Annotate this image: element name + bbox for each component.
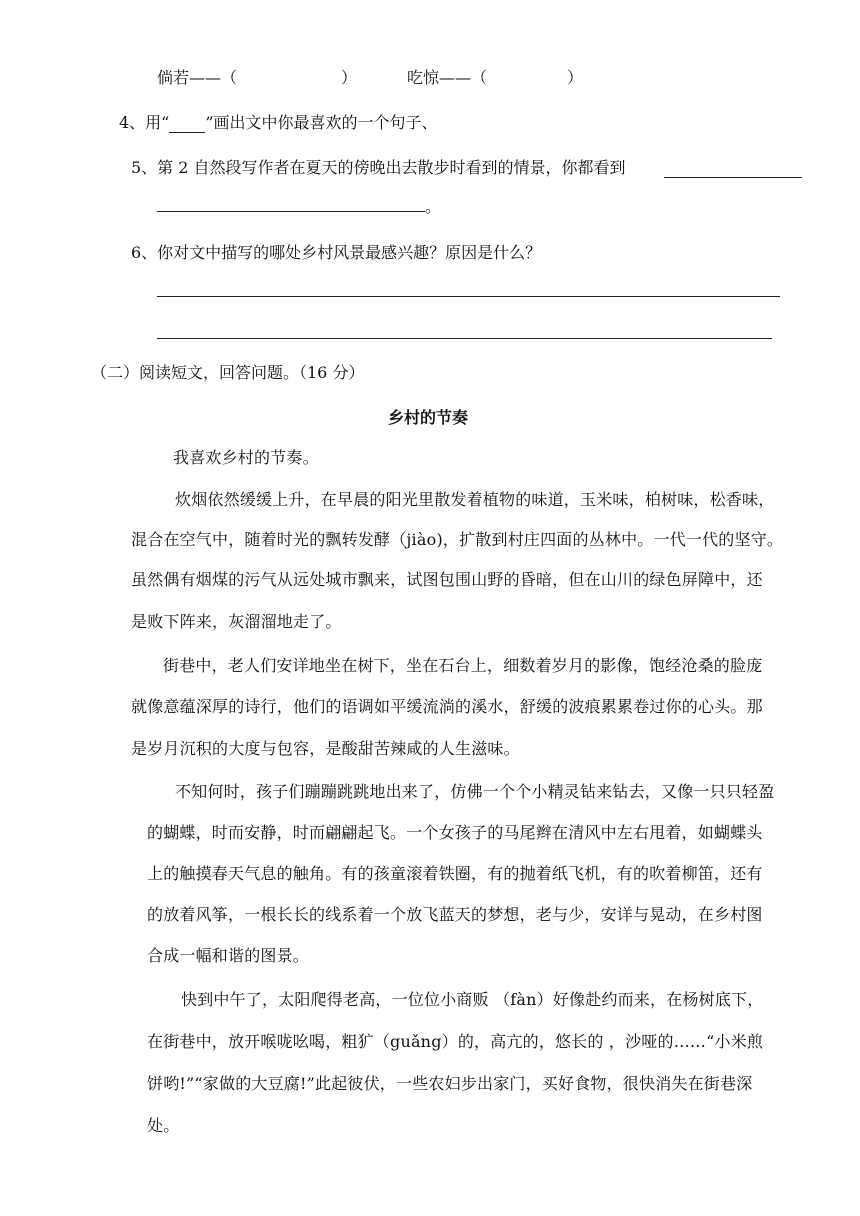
- paragraph-4-line-1: 不知何时，孩子们蹦蹦跳跳地出来了，仿佛一个个小精灵钻来钻去，又像一只只轻盈: [175, 782, 775, 801]
- q3-item-2-word: 吃惊——（: [407, 68, 488, 87]
- question-5: [131, 158, 626, 178]
- paragraph-3-line-1: 街巷中，老人们安详地坐在树下，坐在石台上，细数着岁月的影像，饱经沧桑的脸庞: [163, 656, 763, 675]
- q5-answer-line-1[interactable]: [664, 177, 802, 178]
- q4-prefix: 4、用“: [119, 113, 170, 132]
- paragraph-1-line-1: 我喜欢乡村的节奏。: [173, 448, 319, 467]
- q6-answer-line-2[interactable]: [157, 338, 772, 339]
- passage-title: 乡村的节奏: [388, 408, 469, 427]
- paragraph-4-line-2: 的蝴蝶，时而安静，时而翩翩起飞。一个女孩子的马尾辫在清风中左右甩着，如蝴蝶头: [147, 823, 763, 842]
- q3-item-1: [157, 68, 357, 88]
- question-6: [131, 243, 541, 263]
- paragraph-4-line-4: 的放着风筝，一根长长的线系着一个放飞蓝天的梦想，老与少，安详与晃动，在乡村图: [147, 905, 763, 924]
- paragraph-2-line-3: 虽然偶有烟煤的污气从远处城市飘来，试图包围山野的昏暗，但在山川的绿色屏障中，还: [131, 570, 763, 589]
- paragraph-5-line-2: 在街巷中，放开喉咙吆喝，粗犷（guǎng）的，高亢的，悠长的 ，沙哑的……“小米煎: [147, 1032, 764, 1051]
- q5-end-mark: 。: [425, 197, 442, 216]
- q6-answer-line-1[interactable]: [157, 296, 780, 297]
- paragraph-4-line-3: 上的触摸春天气息的触角。有的孩童滚着铁圈，有的抛着纸飞机，有的吹着柳笛，还有: [147, 864, 763, 883]
- paragraph-3-line-2: 就像意蕴深厚的诗行，他们的语调如平缓流淌的溪水，舒缓的波痕累累卷过你的心头。那: [131, 697, 763, 716]
- paragraph-4-line-5: 合成一幅和谐的图景。: [147, 946, 310, 965]
- paragraph-5-line-1: 快到中午了，太阳爬得老高，一位位小商贩 （fàn）好像赴约而来，在杨树底下，: [181, 990, 764, 1009]
- paragraph-5-line-4: 处。: [147, 1116, 180, 1135]
- q4-suffix: ”画出文中你最喜欢的一个句子、: [205, 113, 438, 132]
- section-2-heading: （二）阅读短文，回答问题。（16 分）: [91, 363, 365, 382]
- paragraph-2-line-2: 混合在空气中，随着时光的飘转发酵（jiào)，扩散到村庄四面的丛林中。一代一代的坚守。: [131, 530, 784, 549]
- paragraph-5-line-3: 饼哟!”“家做的大豆腐!”此起彼伏，一些农妇步出家门，买好食物，很快消失在街巷深: [147, 1074, 753, 1093]
- q5-answer-line-2[interactable]: [157, 211, 425, 212]
- q5-text: 5、第 2 自然段写作者在夏天的傍晚出去散步时看到的情景，你都看到: [131, 158, 626, 177]
- paragraph-2-line-4: 是败下阵来，灰溜溜地走了。: [131, 612, 342, 631]
- q3-item-1-close: ）: [341, 68, 358, 87]
- q3-item-2-close: ）: [567, 68, 584, 87]
- paragraph-3-line-3: 是岁月沉积的大度与包容，是酸甜苦辣咸的人生滋味。: [131, 739, 520, 758]
- q6-text: 6、你对文中描写的哪处乡村风景最感兴趣？原因是什么？: [131, 243, 542, 262]
- q4-sample-underline: [169, 116, 205, 133]
- q3-item-1-word: 倘若——（: [157, 68, 238, 87]
- question-4: [119, 113, 438, 133]
- q3-item-2: [407, 68, 583, 88]
- paragraph-2-line-1: 炊烟依然缓缓上升，在早晨的阳光里散发着植物的味道，玉米味，柏树味，松香味，: [175, 490, 775, 509]
